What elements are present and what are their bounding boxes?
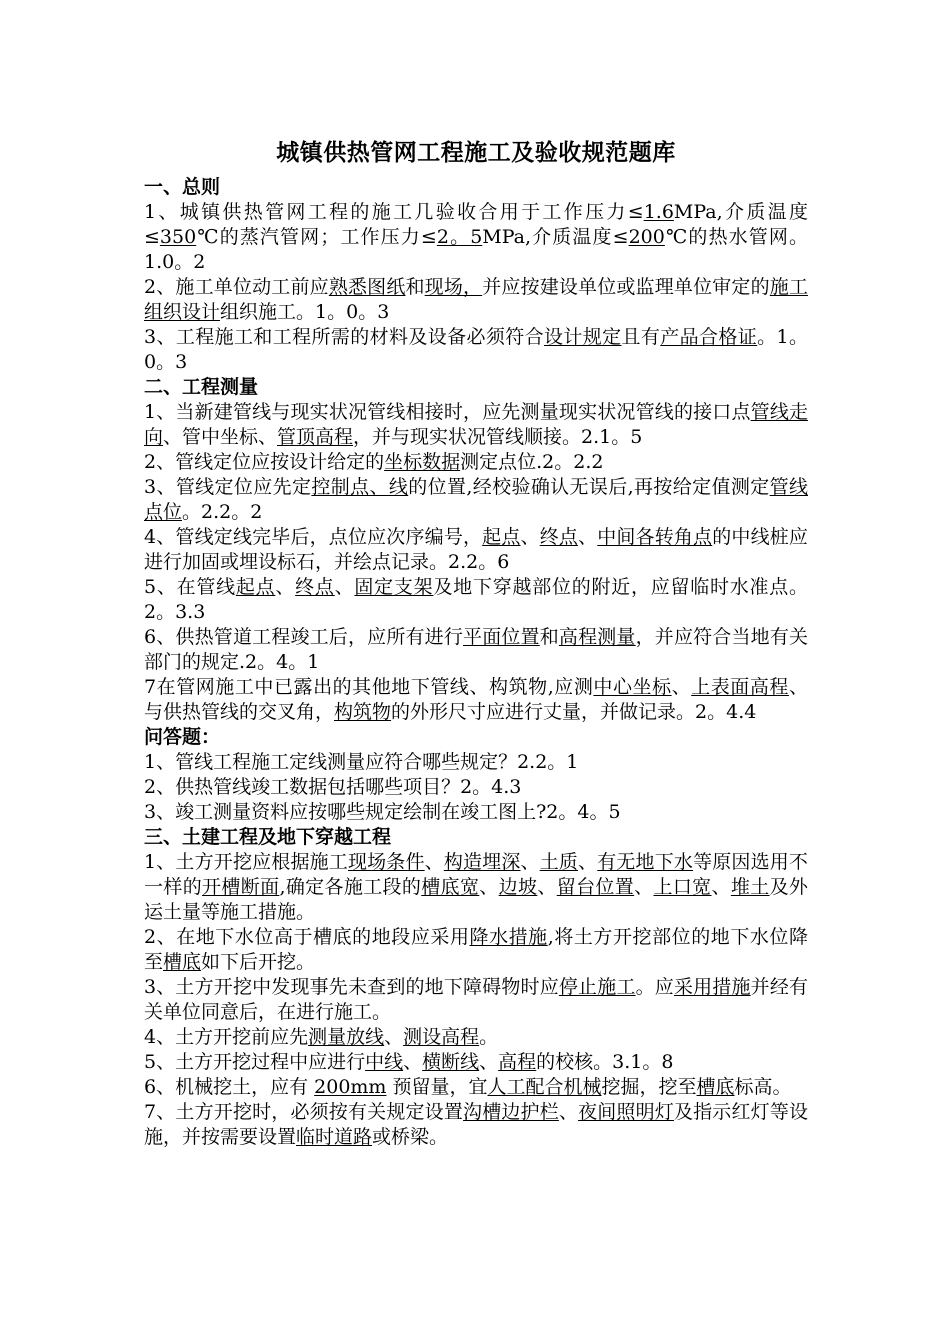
- text-run: ，并应符合当地有关部门的规定.2。4。1: [144, 626, 808, 673]
- text-run: 、: [275, 576, 296, 598]
- text-run: 、: [479, 876, 499, 898]
- underlined-answer: 上口宽: [653, 876, 712, 898]
- text-run: 一、总则: [144, 176, 221, 198]
- text-run: 、: [479, 1051, 499, 1073]
- text-run: 如下后开挖。: [201, 951, 316, 973]
- text-run: 和: [539, 626, 559, 648]
- text-run: 问答题：: [144, 726, 221, 748]
- text-run: 3、管线定位应先定: [144, 476, 312, 498]
- text-run: 2、在地下水位高于槽底的地段应采用: [144, 926, 470, 948]
- underlined-answer: 起点: [235, 576, 276, 598]
- text-run: ,将土方开挖部位的地下水位降至: [144, 926, 808, 973]
- paragraph: [144, 800, 808, 825]
- text-run: ,确定各施工段的: [279, 876, 422, 898]
- text-run: 且有: [621, 326, 661, 348]
- text-run: 、: [334, 576, 355, 598]
- paragraph: [144, 850, 808, 925]
- paragraph: [144, 325, 808, 375]
- underlined-answer: 上表面高程: [691, 676, 789, 698]
- underlined-answer: 测量放线: [308, 1026, 385, 1048]
- text-run: 的外形尺寸应进行丈量，并做记录。2。4.4: [391, 701, 757, 723]
- text-run: 5、土方开挖过程中应进行: [144, 1051, 366, 1073]
- text-run: MPa,介质温度≤: [144, 201, 808, 248]
- paragraph: [144, 200, 808, 275]
- text-run: 挖掘，挖至: [601, 1076, 697, 1098]
- section-heading: [144, 175, 808, 200]
- underlined-answer: 构筑物: [334, 701, 392, 723]
- text-run: 等原因选用不一样的: [144, 851, 808, 898]
- text-run: 及地下穿越部位的附近，应留临时水准点。2。3.3: [144, 576, 808, 623]
- underlined-answer: 中间各转角点: [597, 526, 713, 548]
- underlined-answer: 现场条件: [347, 851, 425, 873]
- underlined-answer: 人工配合机械: [487, 1076, 602, 1098]
- underlined-answer: 终点: [539, 526, 579, 548]
- underlined-answer: 施工组织设计: [144, 276, 808, 323]
- text-run: ℃的热水管网。1.0。2: [144, 226, 808, 273]
- underlined-answer: 200: [628, 226, 665, 248]
- text-run: 并应按建设单位或监理单位审定的: [482, 276, 770, 298]
- text-run: 3、竣工测量资料应按哪些规定绘制在竣工图上?2。4。5: [144, 801, 621, 823]
- underlined-answer: 1.6: [643, 201, 674, 223]
- text-run: 3、土方开挖中发现事先未查到的地下障碍物时应: [144, 976, 559, 998]
- text-run: 。: [479, 1026, 499, 1048]
- underlined-answer: 采用措施: [673, 976, 751, 998]
- paragraph: [144, 400, 808, 450]
- paragraph: [144, 450, 808, 475]
- underlined-answer: 停止施工: [558, 976, 636, 998]
- text-run: 1、城镇供热管网工程的施工几验收合用于工作压力≤: [144, 201, 644, 223]
- paragraph: [144, 775, 808, 800]
- underlined-answer: 管线点位: [144, 476, 808, 523]
- text-run: 6、机械挖土，应有: [144, 1076, 315, 1098]
- text-run: 3、工程施工和工程所需的材料及设备必须符合: [144, 326, 544, 348]
- paragraph: [144, 1050, 808, 1075]
- underlined-answer: 测设高程: [403, 1026, 480, 1048]
- text-run: 、: [578, 526, 598, 548]
- paragraph: [144, 1075, 808, 1100]
- text-run: 的中线桩应进行加固或埋设标石，并绘点记录。2.2。6: [144, 526, 808, 573]
- paragraph: [144, 750, 808, 775]
- underlined-answer: 槽底: [696, 1076, 735, 1098]
- section-heading: [144, 725, 808, 750]
- underlined-answer: 平面位置: [463, 626, 540, 648]
- text-run: 、管中坐标、: [163, 426, 278, 448]
- text-run: ，并与现实状况管线顺接。2.1。5: [353, 426, 643, 448]
- section-heading: [144, 375, 808, 400]
- text-run: 、: [578, 851, 598, 873]
- underlined-answer: 终点: [295, 576, 335, 598]
- text-run: 、: [711, 876, 731, 898]
- text-run: 7在管网施工中已露出的其他地下管线、构筑物,应测: [144, 676, 594, 698]
- text-run: 、: [520, 851, 540, 873]
- paragraph: [144, 575, 808, 625]
- underlined-answer: 土质: [539, 851, 579, 873]
- underlined-answer: 临时道路: [296, 1126, 373, 1148]
- text-run: 。2.2。2: [182, 501, 263, 523]
- text-run: 组织施工。1。0。3: [220, 301, 390, 323]
- underlined-answer: 高程: [498, 1051, 537, 1073]
- underlined-answer: 设计规定: [543, 326, 622, 348]
- text-run: 和: [405, 276, 425, 298]
- underlined-answer: 夜间照明灯: [578, 1101, 674, 1123]
- text-run: 测定点位.2。2.2: [460, 451, 604, 473]
- text-run: 并经有关单位同意后，在进行施工。: [144, 976, 808, 1023]
- text-run: 。应: [635, 976, 674, 998]
- text-run: 、: [403, 1051, 423, 1073]
- underlined-answer: 起点: [482, 526, 521, 548]
- text-run: 、: [520, 526, 540, 548]
- paragraph: [144, 475, 808, 525]
- underlined-answer: 留台位置: [556, 876, 635, 898]
- document-page: [144, 134, 808, 1150]
- paragraph: [144, 675, 808, 725]
- text-run: 4、管线定线完毕后，点位应次序编号，: [144, 526, 483, 548]
- text-run: 2、供热管线竣工数据包括哪些项目？2。4.3: [144, 776, 522, 798]
- underlined-answer: 熟悉图纸: [328, 276, 406, 298]
- text-run: 1、当新建管线与现实状况管线相接时，应先测量现实状况管线的接口点: [144, 401, 751, 423]
- text-run: 2、施工单位动工前应: [144, 276, 329, 298]
- paragraph: [144, 975, 808, 1025]
- text-run: 标高。: [734, 1076, 792, 1098]
- text-run: 1、管线工程施工定线测量应符合哪些规定？2.2。1: [144, 751, 579, 773]
- text-run: 5、在管线: [144, 576, 236, 598]
- underlined-answer: 坐标数据: [384, 451, 461, 473]
- text-run: 、: [558, 1101, 579, 1123]
- underlined-answer: 开槽断面: [202, 876, 280, 898]
- text-run: 、: [634, 876, 654, 898]
- underlined-answer: 中线: [365, 1051, 404, 1073]
- paragraph: [144, 925, 808, 975]
- underlined-answer: 有无地下水: [597, 851, 694, 873]
- underlined-answer: 固定支架: [354, 576, 434, 598]
- underlined-answer: 中心坐标: [593, 676, 672, 698]
- text-run: 1、土方开挖应根据施工: [144, 851, 348, 873]
- paragraph: [144, 525, 808, 575]
- text-run: 、与供热管线的交叉角，: [144, 676, 808, 723]
- text-run: 7、土方开挖时，必须按有关规定设置: [144, 1101, 464, 1123]
- text-run: 6、供热管道工程竣工后，应所有进行: [144, 626, 464, 648]
- underlined-answer: 管线走向: [144, 401, 808, 448]
- paragraph: [144, 275, 808, 325]
- text-run: 、: [537, 876, 557, 898]
- underlined-answer: 沟槽边护栏: [463, 1101, 559, 1123]
- text-run: 及外运土量等施工措施。: [144, 876, 808, 923]
- text-run: 三、土建工程及地下穿越工程: [144, 826, 392, 848]
- text-run: 。1。0。3: [144, 326, 808, 373]
- text-run: 及指示红灯等设施，并按需要设置: [144, 1101, 808, 1148]
- text-run: 4、土方开挖前应先: [144, 1026, 309, 1048]
- underlined-answer: 构造埋深: [443, 851, 521, 873]
- underlined-answer: 控制点、线: [311, 476, 409, 498]
- underlined-answer: 堆土: [730, 876, 770, 898]
- underlined-answer: 2。5: [436, 226, 483, 248]
- underlined-answer: 槽底宽: [421, 876, 480, 898]
- text-run: 的位置,经校验确认无误后,再按给定值测定: [408, 476, 770, 498]
- underlined-answer: 降水措施: [469, 926, 548, 948]
- underlined-answer: 现场，: [424, 276, 483, 298]
- text-run: ℃的蒸汽管网；工作压力≤: [196, 226, 437, 248]
- text-run: 的校核。3.1。8: [536, 1051, 674, 1073]
- section-heading: [144, 825, 808, 850]
- text-run: 预留量，宜: [386, 1076, 488, 1098]
- underlined-answer: 高程测量: [558, 626, 636, 648]
- text-run: 二、工程测量: [144, 376, 259, 398]
- underlined-answer: 横断线: [422, 1051, 480, 1073]
- underlined-answer: 管顶高程: [277, 426, 354, 448]
- paragraph: [144, 1100, 808, 1150]
- paragraph: [144, 625, 808, 675]
- text-run: 、: [384, 1026, 404, 1048]
- underlined-answer: 边坡: [498, 876, 538, 898]
- text-run: 、: [424, 851, 444, 873]
- underlined-answer: 产品合格证: [660, 326, 758, 348]
- paragraph: [144, 1025, 808, 1050]
- text-run: 2、管线定位应按设计给定的: [144, 451, 385, 473]
- underlined-answer: 350: [159, 226, 197, 248]
- text-run: 或桥梁。: [372, 1126, 449, 1148]
- underlined-answer: 200mm: [314, 1076, 387, 1098]
- underlined-answer: 槽底: [163, 951, 202, 973]
- document-title: 城镇供热管网工程施工及验收规范题库: [276, 139, 676, 166]
- document-body: [144, 175, 808, 1150]
- text-run: 、: [671, 676, 692, 698]
- text-run: MPa,介质温度≤: [482, 226, 629, 248]
